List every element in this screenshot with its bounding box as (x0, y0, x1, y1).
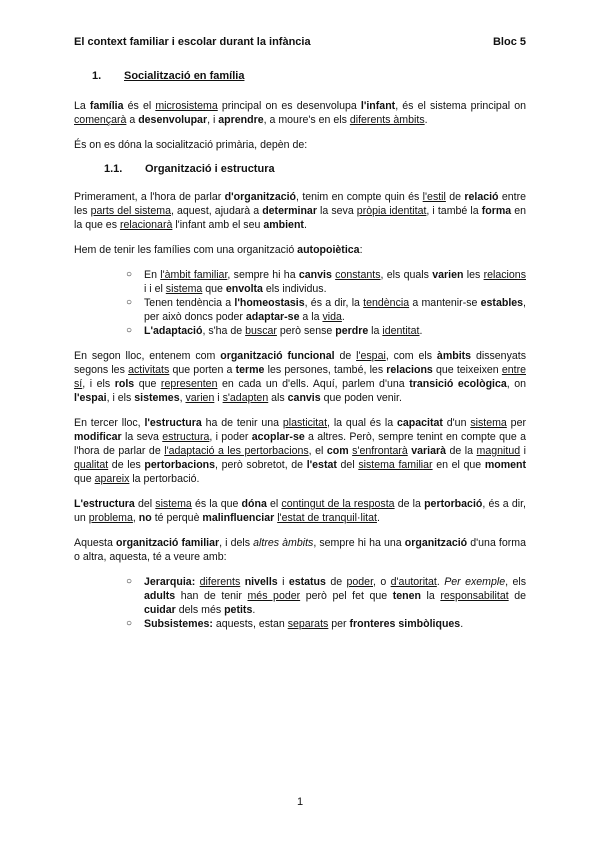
list-item: ○ Jerarquia: diferents nivells i estatus de poder, o d'autoritat. Per exemple, els adults han de tenir més poder però pel fet que tenen la responsabilitat de cuidar dels més petits. (126, 576, 526, 616)
page-header (74, 36, 526, 52)
list-item: ○ Tenen tendència a l'homeostasis, és a dir, la tendència a mantenir-se estables, per això doncs poder adaptar-se a la vida. (126, 297, 526, 323)
list-item: ○ En l'àmbit familiar, sempre hi ha canvis constants, els quals varien les relacions i i el sistema que envolta els individus. (126, 269, 526, 295)
header-title: El context familiar i escolar durant la infància (74, 36, 311, 48)
section-title: Socialització en família (124, 70, 245, 82)
list-organization-aspects (74, 575, 526, 631)
page-number: 1 (296, 796, 304, 808)
paragraph-8: Aquesta organització familiar, i dels altres àmbits, sempre hi ha una organització d'una forma o altra, aquesta, té a veure amb: (74, 537, 526, 563)
paragraph-2: És on es dóna la socialització primària, depèn de: (74, 139, 308, 151)
section-number: 1. (92, 70, 102, 82)
list-family-organization (74, 268, 526, 338)
paragraph-1: La família és el microsistema principal on es desenvolupa l'infant, és el sistema principal on començarà a desenvolupar, i aprendre, a moure's en els diferents àmbits. (74, 100, 526, 126)
list-item: ○ L'adaptació, s'ha de buscar però sense perdre la identitat. (126, 325, 423, 337)
subsection-title: Organització i estructura (145, 163, 275, 175)
circle-bullet-icon: ○ (126, 325, 133, 336)
circle-bullet-icon: ○ (126, 576, 133, 587)
paragraph-3: Primerament, a l'hora de parlar d'organització, tenim en compte quin és l'estil de relació entre les parts del sistema, aquest, ajudarà a determinar la seva pròpia identitat, i també la forma en la que es relacionarà l'infant amb el seu ambient. (74, 191, 527, 231)
section-heading (74, 70, 526, 86)
circle-bullet-icon: ○ (126, 618, 133, 629)
list-item: ○ Subsistemes: aquests, estan separats per fronteres simbòliques. (126, 618, 464, 630)
circle-bullet-icon: ○ (126, 269, 133, 280)
header-block-label: Bloc 5 (492, 36, 526, 48)
document-body (74, 70, 526, 631)
paragraph-7: L'estructura del sistema és la que dóna el contingut de la resposta de la pertorbació, és a dir, un problema, no té perquè malinfluenciar l'estat de tranquil·litat. (74, 498, 526, 524)
subsection-heading (74, 163, 526, 179)
subsection-number: 1.1. (104, 163, 123, 175)
paragraph-4: Hem de tenir les famílies com una organització autopoiètica: (74, 244, 363, 256)
circle-bullet-icon: ○ (126, 297, 133, 308)
paragraph-5: En segon lloc, entenem com organització funcional de l'espai, com els àmbits dissenyats segons les activitats que porten a terme les persones, també, les relacions que teixeixen entre sí, i els rols que representen en cada un d'ells. Aquí, parlem d'una transició ecològica, on l'espai, i els sistemes, varien i s'adapten als canvis que poden venir. (74, 350, 527, 404)
paragraph-6: En tercer lloc, l'estructura ha de tenir una plasticitat, la qual és la capacitat d'un sistema per modificar la seva estructura, i poder acoplar-se a altres. Però, sempre tenint en compte que a l'hora de parlar de l'adaptació a les pertorbacions, el com s'enfrontarà variarà de la magnitud i qualitat de les pertorbacions, però sobretot, de l'estat del sistema familiar en el que moment que apareix la pertorbació. (74, 417, 527, 485)
